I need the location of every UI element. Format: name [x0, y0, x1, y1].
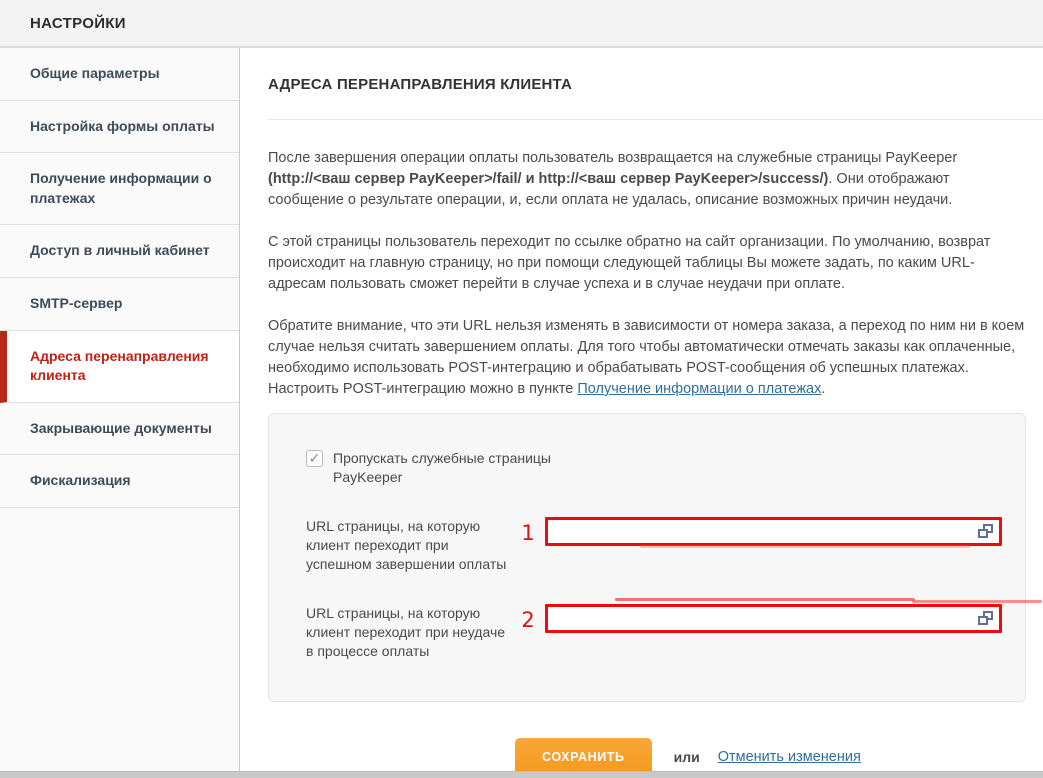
sidebar-item-redirect-addresses[interactable]: Адреса перенаправления клиента [0, 331, 239, 403]
annotation-number-2: 2 [521, 608, 535, 632]
skip-service-pages-option[interactable] [306, 449, 1000, 487]
paragraph-warning [268, 316, 1029, 400]
or-label: или [673, 749, 700, 765]
paragraph-warning-text: Обратите внимание, что эти URL нельзя изменять в зависимости от номера заказа, а переход по ним ни в коем случае нельзя считать завершением оплаты. Для того чтобы автоматически отмечать заказы как оплаченные, необходимо использовать POST-интеграцию и обрабатывать POST-сообщения об успешных платежах. Настроить POST-интеграцию можно в пункте [268, 318, 1025, 397]
paragraph-intro [268, 148, 1029, 211]
paragraph-warning-tail: . [821, 381, 826, 397]
sidebar-filler [0, 508, 239, 778]
copy-icon[interactable] [978, 611, 993, 625]
success-url-label: URL страницы, на которую клиент переходит при успешном завершении оплаты [306, 518, 507, 572]
sidebar-item-general[interactable]: Общие параметры [0, 48, 239, 101]
page-title: НАСТРОЙКИ [30, 14, 126, 32]
page-header [0, 0, 1043, 48]
annotation-smudge [912, 600, 1042, 603]
sidebar-item-closing-documents[interactable]: Закрывающие документы [0, 403, 239, 456]
sidebar-item-account-access[interactable]: Доступ в личный кабинет [0, 225, 239, 278]
horizontal-scrollbar[interactable] [0, 771, 1043, 778]
sidebar-item-fiscalization[interactable]: Фискализация [0, 455, 239, 508]
section-title: АДРЕСА ПЕРЕНАПРАВЛЕНИЯ КЛИЕНТА [268, 76, 573, 93]
fail-url-input[interactable] [545, 604, 1002, 633]
skip-service-pages-checkbox[interactable]: ✓ [306, 450, 323, 467]
skip-service-pages-label: Пропускать служебные страницы PayKeeper [333, 450, 551, 485]
title-divider [268, 119, 1043, 120]
fail-url-label: URL страницы, на которую клиент переходит при неудаче в процессе оплаты [306, 605, 506, 659]
fail-url-row [306, 604, 1000, 661]
save-button[interactable]: СОХРАНИТЬ [515, 738, 652, 776]
annotation-smudge [615, 598, 915, 601]
redirect-settings-panel [268, 413, 1026, 702]
paragraph-return-link: С этой страницы пользователь переходит по ссылке обратно на сайт организации. По умолчанию, возврат происходит на главную страницу, но при помощи следующей таблицы Вы можете задать, по каким URL-адресам пользовать сможет перейти в случае успеха и в случае неудачи при оплате. [268, 234, 991, 292]
sidebar-item-payment-form[interactable]: Настройка формы оплаты [0, 101, 239, 154]
success-url-input[interactable] [545, 517, 1002, 546]
sidebar-item-smtp[interactable]: SMTP-сервер [0, 278, 239, 331]
annotation-number-1: 1 [521, 521, 535, 545]
success-url-row [306, 517, 1000, 574]
sidebar-item-payment-info[interactable]: Получение информации о платежах [0, 153, 239, 225]
paragraph-intro-tail: . Они отображают сообщение о результате операции, и, если оплата не удалась, описание возможных причин неудачи. [268, 171, 953, 208]
copy-icon[interactable] [978, 524, 993, 538]
paragraph-intro-bold-urls: (http://<ваш сервер PayKeeper>/fail/ и http://<ваш сервер PayKeeper>/success/) [268, 171, 829, 187]
settings-sidebar [0, 48, 240, 778]
payment-info-link[interactable]: Получение информации о платежах [577, 381, 822, 397]
fail-url-input-wrap [545, 604, 1002, 633]
paragraph-intro-text: После завершения операции оплаты пользователь возвращается на служебные страницы PayKeeper [268, 150, 958, 166]
cancel-changes-link[interactable]: Отменить изменения [717, 749, 861, 765]
main-content [240, 48, 1043, 778]
success-url-input-wrap [545, 517, 1002, 546]
